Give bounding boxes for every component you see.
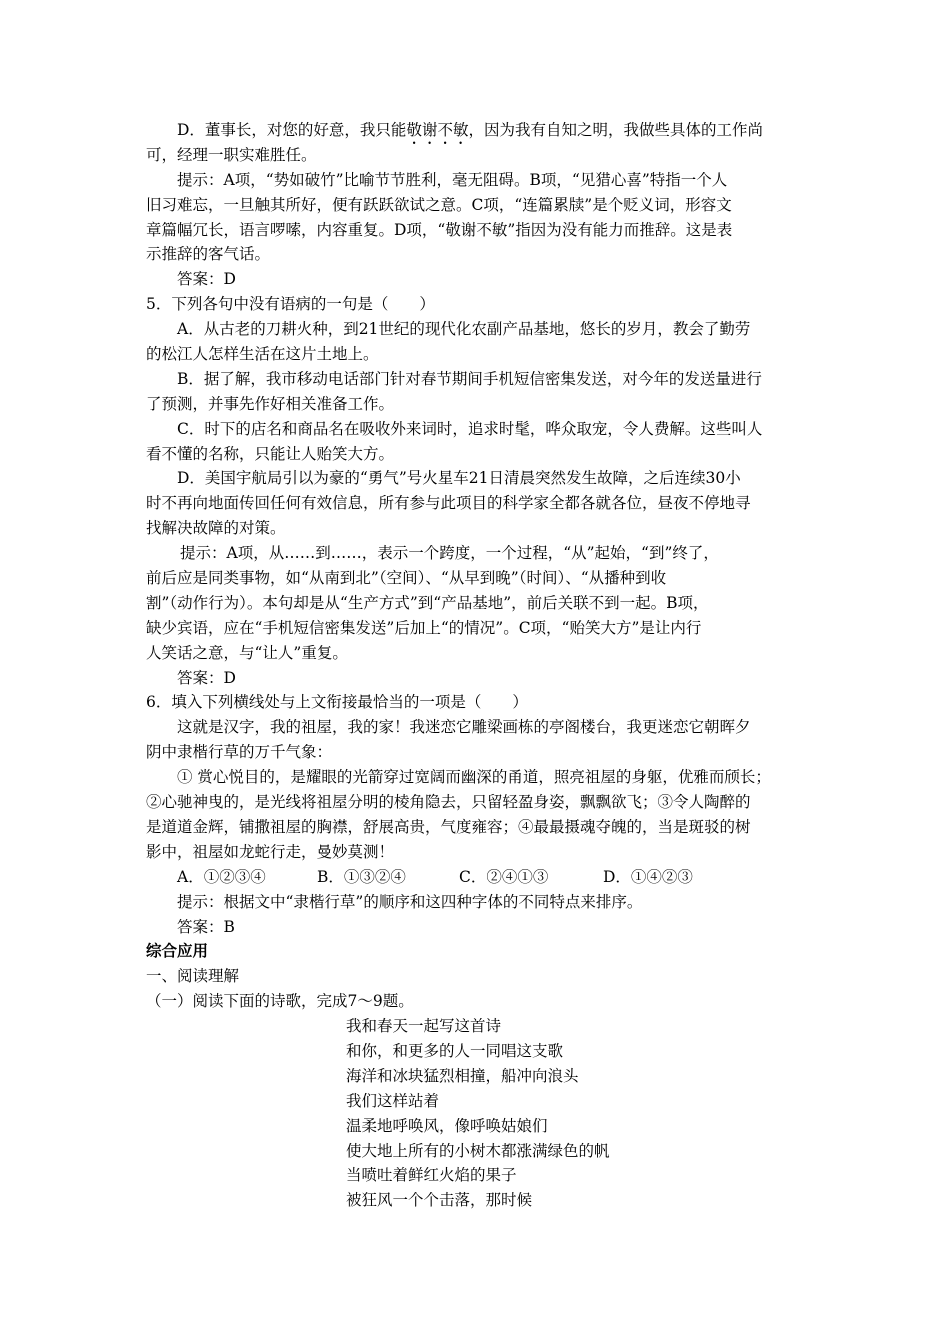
section-heading: 综合应用	[146, 942, 209, 961]
q6-answer: 答案：B	[177, 917, 235, 936]
poem-line: 当喷吐着鲜红火焰的果子	[346, 1166, 517, 1185]
emphasized-phrase: 敬谢不敏	[406, 121, 469, 139]
q5-stem: 5．下列各句中没有语病的一句是（ ）	[146, 295, 435, 314]
poem-line: 温柔地呼唤风，像呼唤姑娘们	[346, 1116, 548, 1135]
q6-passage-line3: ① 赏心悦目的，是耀眼的光箭穿过宽阔而幽深的甬道，照亮祖屋的身躯，优雅而颀长；	[177, 768, 771, 787]
q4-hint-line2: 旧习难忘，一旦触其所好，便有跃跃欲试之意。C项，“连篇累牍”是个贬义词，形容文	[146, 195, 732, 214]
section-subheading-2: （一）阅读下面的诗歌，完成7～9题。	[146, 992, 414, 1011]
q5-option-c-line2: 看不懂的名称，只能让人贻笑大方。	[146, 444, 395, 463]
q5-option-b-line1: B．据了解，我市移动电话部门针对春节期间手机短信密集发送，对今年的发送量进行	[177, 369, 762, 388]
q6-option-d: D．①④②③	[603, 867, 693, 886]
q4-hint-line3: 章篇幅冗长，语言啰嗦，内容重复。D项，“敬谢不敏”指因为没有能力而推辞。这是表	[146, 220, 733, 239]
poem-line: 我和春天一起写这首诗	[346, 1017, 502, 1036]
q5-hint-line5: 人笑话之意，与“让人”重复。	[146, 643, 348, 662]
q5-answer: 答案：D	[177, 668, 236, 687]
q5-hint-line1: 提示：A项，从……到……，表示一个跨度，一个过程，“从”起始，“到”终了，	[180, 544, 719, 563]
document-page	[146, 118, 814, 1213]
q4-hint-line1: 提示：A项，“势如破竹”比喻节节胜利，毫无阻碍。B项，“见猎心喜”特指一个人	[177, 170, 728, 189]
q6-passage-line2: 阴中隶楷行草的万千气象：	[146, 743, 333, 762]
q6-passage-line1: 这就是汉字，我的祖屋，我的家！我迷恋它雕梁画栋的亭阁楼台，我更迷恋它朝晖夕	[177, 718, 751, 737]
q4-option-d-line1: D．董事长，对您的好意，我只能敬谢不敏，因为我有自知之明，我做些具体的工作尚	[177, 121, 763, 139]
q6-option-b: B．①③②④	[317, 867, 406, 886]
q5-hint-line3: 割”（动作行为）。本句却是从“生产方式”到“产品基地”，前后关联不到一起。B项，	[146, 593, 709, 612]
q4-option-d-line2: 可，经理一职实难胜任。	[146, 145, 317, 164]
q4-hint-line4: 示推辞的客气话。	[146, 245, 271, 264]
q6-passage-line5: 是道道金辉，铺撒祖屋的胸襟，舒展高贵，气度雍容；④最最摄魂夺魄的，当是斑驳的树	[146, 817, 751, 836]
q4-answer: 答案：D	[177, 270, 236, 289]
poem-line: 我们这样站着	[346, 1091, 440, 1110]
poem-line: 和你，和更多的人一同唱这支歌	[346, 1041, 564, 1060]
q5-option-b-line2: 了预测，并事先作好相关准备工作。	[146, 394, 395, 413]
poem-line: 海洋和冰块猛烈相撞，船冲向浪头	[346, 1066, 579, 1085]
q5-option-c-line1: C．时下的店名和商品名在吸收外来词时，追求时髦，哗众取宠，令人费解。这些叫人	[177, 419, 763, 438]
q5-option-a-line1: A．从古老的刀耕火种，到21世纪的现代化农副产品基地，悠长的岁月，教会了勤劳	[177, 320, 751, 339]
q5-option-d-line3: 找解决故障的对策。	[146, 519, 286, 538]
q5-option-a-line2: 的松江人怎样生活在这片土地上。	[146, 345, 379, 364]
q6-option-c: C．②④①③	[459, 867, 549, 886]
q6-passage-line6: 影中，祖屋如龙蛇行走，曼妙莫测！	[146, 842, 395, 861]
q5-hint-line4: 缺少宾语，应在“手机短信密集发送”后加上“的情况”。C项，“贻笑大方”是让内行	[146, 618, 702, 637]
q5-option-d-line2: 时不再向地面传回任何有效信息，所有参与此项目的科学家全都各就各位，昼夜不停地寻	[146, 494, 751, 513]
section-subheading-1: 一、阅读理解	[146, 967, 240, 986]
q6-passage-line4: ②心驰神曳的，是光线将祖屋分明的棱角隐去，只留轻盈身姿，飘飘欲飞；③令人陶醉的	[146, 793, 751, 812]
poem-line: 被狂风一个个击落，那时候	[346, 1191, 533, 1210]
q5-hint-line2: 前后应是同类事物，如“从南到北”（空间）、“从早到晚”（时间）、“从播种到收	[146, 569, 667, 588]
q6-option-a: A．①②③④	[177, 867, 266, 886]
poem-line: 使大地上所有的小树木都涨满绿色的帆	[346, 1141, 610, 1160]
q6-options	[146, 865, 814, 890]
q6-stem: 6．填入下列横线处与上文衔接最恰当的一项是（ ）	[146, 693, 528, 712]
q6-hint: 提示：根据文中“隶楷行草”的顺序和这四种字体的不同特点来排序。	[177, 892, 643, 911]
q5-option-d-line1: D．美国宇航局引以为豪的“勇气”号火星车21日清晨突然发生故障，之后连续30小	[177, 469, 741, 488]
